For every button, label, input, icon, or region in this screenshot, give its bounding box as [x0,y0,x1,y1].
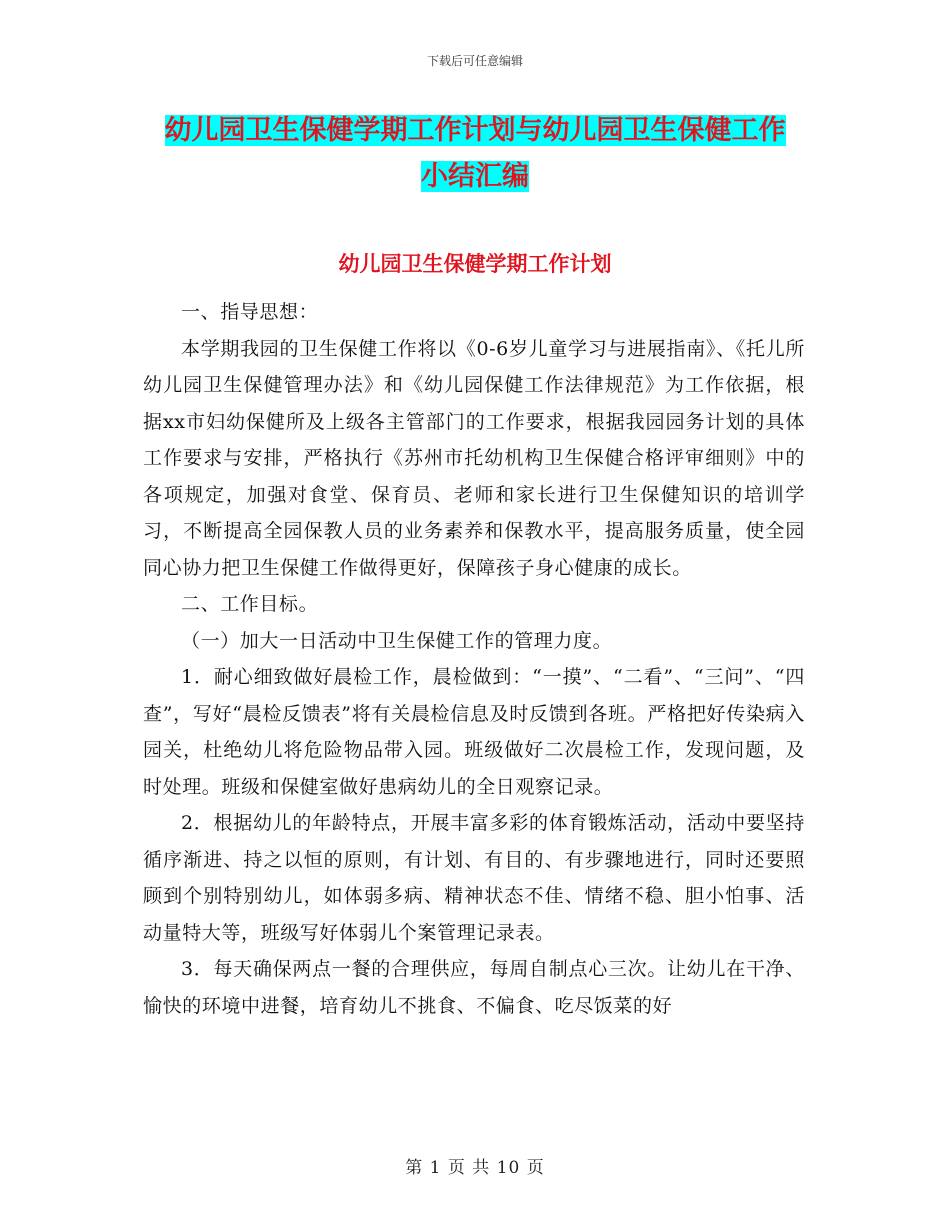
document-title-line-2: 小结汇编 [421,161,529,192]
paragraph-item-1: 1．耐心细致做好晨检工作，晨检做到：“一摸”、“二看”、“三问”、“四查”，写好“晨检反馈表”将有关晨检信息及时反馈到各班。严格把好传染病入园关，杜绝幼儿将危险物品带入园。班级做好二次晨检工作，发现问题，及时处理。班级和保健室做好患病幼儿的全日观察记录。 [143,666,805,798]
section-title: 幼儿园卫生保健学期工作计划 [338,252,612,276]
paragraph-item-2: 2．根据幼儿的年龄特点，开展丰富多彩的体育锻炼活动，活动中要坚持循序渐进、持之以恒的原则，有计划、有目的、有步骤地进行，同时还要照顾到个别特别幼儿，如体弱多病、精神状态不佳、情绪不稳、胆小怕事、活动量特大等，班级写好体弱儿个案管理记录表。 [143,812,805,944]
page-header-note: 下载后可任意编辑 [426,54,523,68]
heading-work-goals: 二、工作目标。 [181,593,319,615]
subheading-daily-management: （一）加大一日活动中卫生保健工作的管理力度。 [181,629,613,652]
paragraph-guiding-ideology: 本学期我园的卫生保健工作将以《0-6岁儿童学习与进展指南》、《托儿所幼儿园卫生保健管理办法》和《幼儿园保健工作法律规范》为工作依据，根据xx市妇幼保健所及上级各主管部门的工作要求，根据我园园务计划的具体工作要求与安排，严格执行《苏州市托幼机构卫生保健合格评审细则》中的各项规定，加强对食堂、保育员、老师和家长进行卫生保健知识的培训学习，不断提高全园保教人员的业务素养和保教水平，提高服务质量，使全园同心协力把卫生保健工作做得更好，保障孩子身心健康的成长。 [143,337,805,579]
document-title-line-1: 幼儿园卫生保健学期工作计划与幼儿园卫生保健工作 [164,115,786,146]
paragraph-item-3: 3．每天确保两点一餐的合理供应，每周自制点心三次。让幼儿在干净、愉快的环境中进餐，培育幼儿不挑食、不偏食、吃尽饭菜的好 [143,958,805,1017]
heading-guiding-ideology: 一、指导思想： [181,301,319,323]
page-number-footer: 第 1 页 共 10 页 [405,1158,545,1178]
document-body [143,294,805,1024]
document-title [150,108,800,200]
